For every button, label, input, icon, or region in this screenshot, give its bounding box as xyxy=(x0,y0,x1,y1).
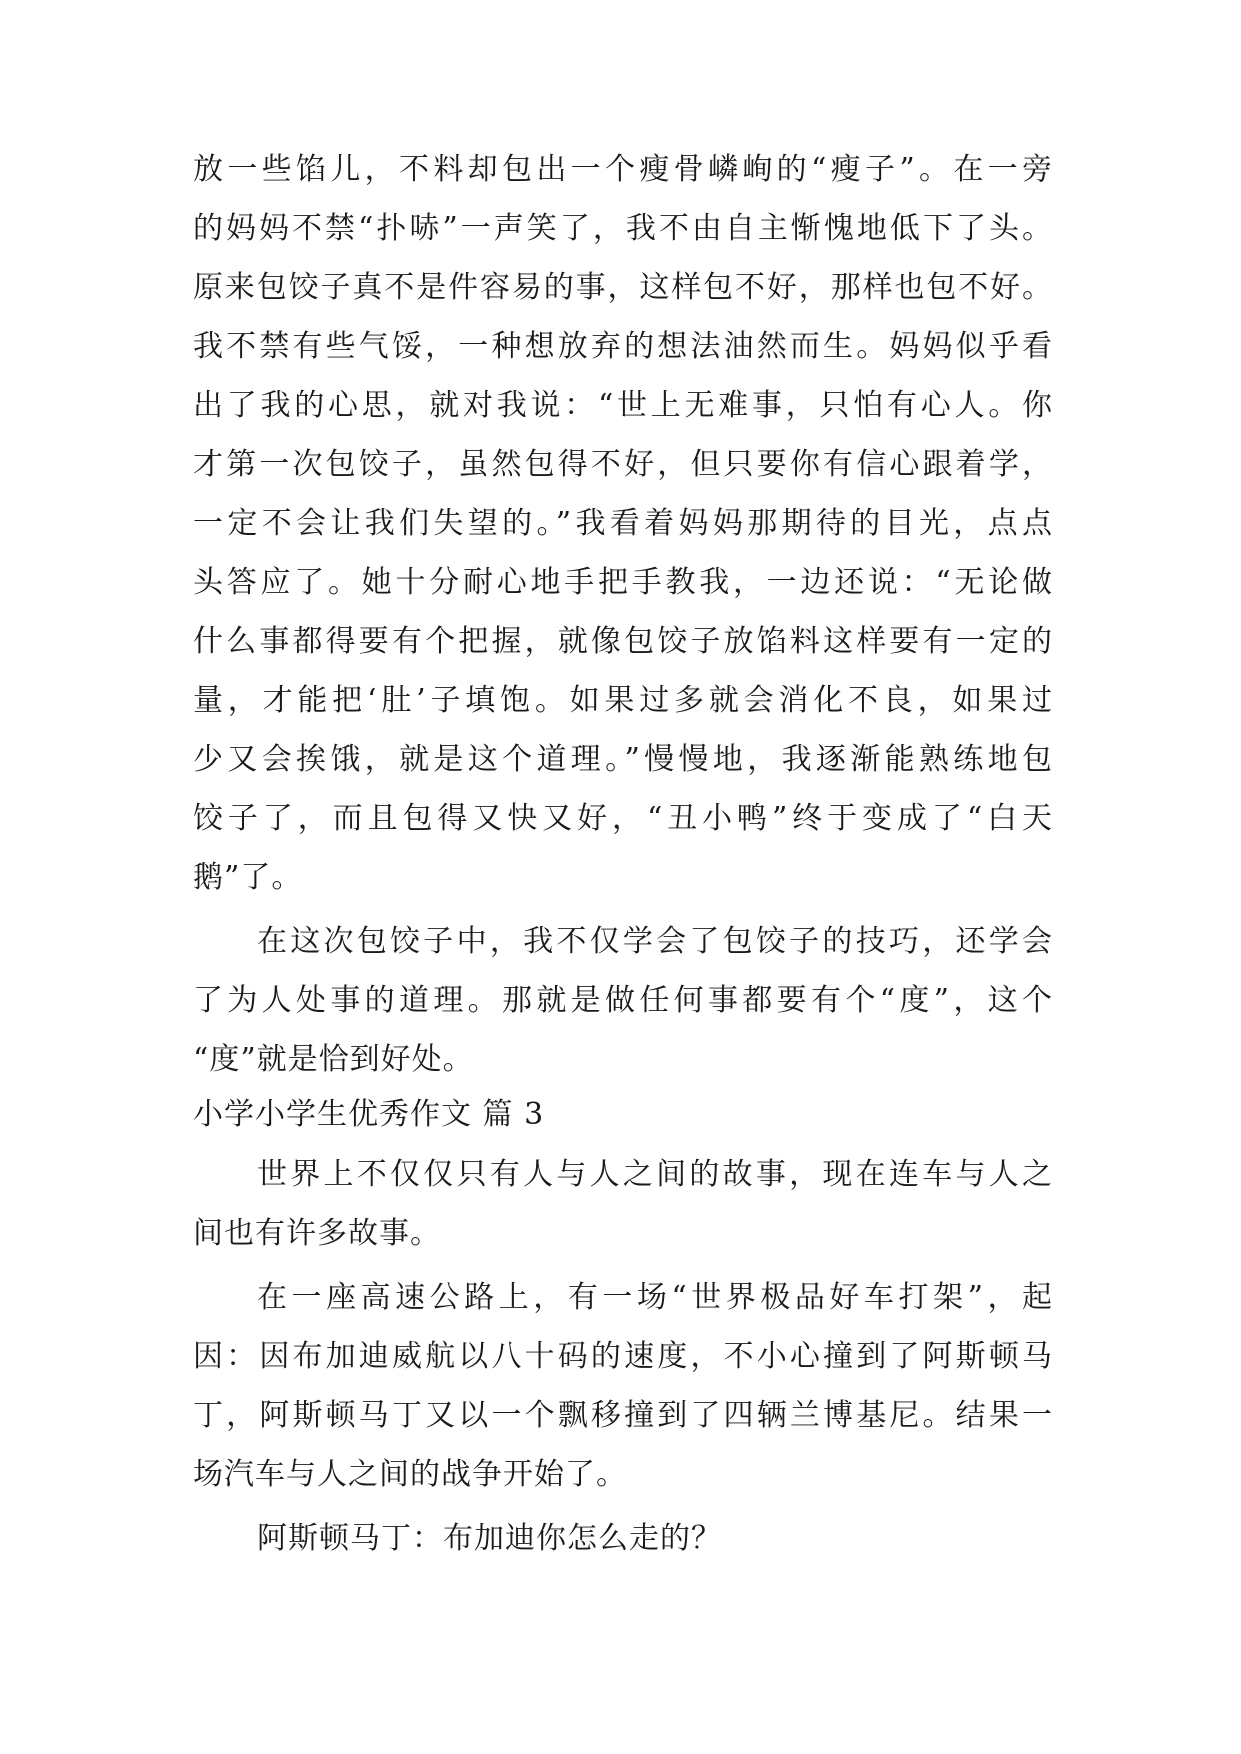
text-line: 场汽车与人之间的战争开始了。 xyxy=(193,1457,627,1492)
section-heading: 小学小学生优秀作文 篇 3 xyxy=(193,1097,545,1132)
text-line: 量，才能把‘肚’子填饱。如果过多就会消化不良，如果过 xyxy=(193,683,1053,718)
text-line: 因：因布加迪威航以八十码的速度，不小心撞到了阿斯顿马 xyxy=(193,1339,1053,1374)
text-line: 头答应了。她十分耐心地手把手教我，一边还说：“无论做 xyxy=(193,565,1053,600)
text-line: 原来包饺子真不是件容易的事，这样包不好，那样也包不好。 xyxy=(193,270,1053,305)
text-line: 放一些馅儿，不料却包出一个瘦骨嶙峋的“瘦子”。在一旁 xyxy=(193,152,1053,187)
text-line: 才第一次包饺子，虽然包得不好，但只要你有信心跟着学， xyxy=(193,447,1053,482)
text-line: 我不禁有些气馁，一种想放弃的想法油然而生。妈妈似乎看 xyxy=(193,329,1053,364)
text-line: 少又会挨饿，就是这个道理。”慢慢地，我逐渐能熟练地包 xyxy=(193,742,1053,777)
text-line: 饺子了，而且包得又快又好，“丑小鸭”终于变成了“白天 xyxy=(193,801,1053,836)
text-line: 在这次包饺子中，我不仅学会了包饺子的技巧，还学会 xyxy=(257,924,1053,959)
text-line: 的妈妈不禁“扑哧”一声笑了，我不由自主惭愧地低下了头。 xyxy=(193,211,1053,246)
text-line: 出了我的心思，就对我说：“世上无难事，只怕有心人。你 xyxy=(193,388,1053,423)
text-line: 了为人处事的道理。那就是做任何事都要有个“度”，这个 xyxy=(193,983,1053,1018)
text-line: 一定不会让我们失望的。”我看着妈妈那期待的目光，点点 xyxy=(193,506,1053,541)
text-line: 什么事都得要有个把握，就像包饺子放馅料这样要有一定的 xyxy=(193,624,1053,659)
text-line: 间也有许多故事。 xyxy=(193,1216,441,1251)
text-line: 世界上不仅仅只有人与人之间的故事，现在连车与人之 xyxy=(257,1157,1053,1192)
text-line: 鹅”了。 xyxy=(193,860,303,895)
text-line: 在一座高速公路上，有一场“世界极品好车打架”，起 xyxy=(257,1280,1053,1315)
text-line: 丁，阿斯顿马丁又以一个飘移撞到了四辆兰博基尼。结果一 xyxy=(193,1398,1053,1433)
text-line: 阿斯顿马丁：布加迪你怎么走的？ xyxy=(257,1521,722,1556)
text-line: “度”就是恰到好处。 xyxy=(193,1042,474,1077)
